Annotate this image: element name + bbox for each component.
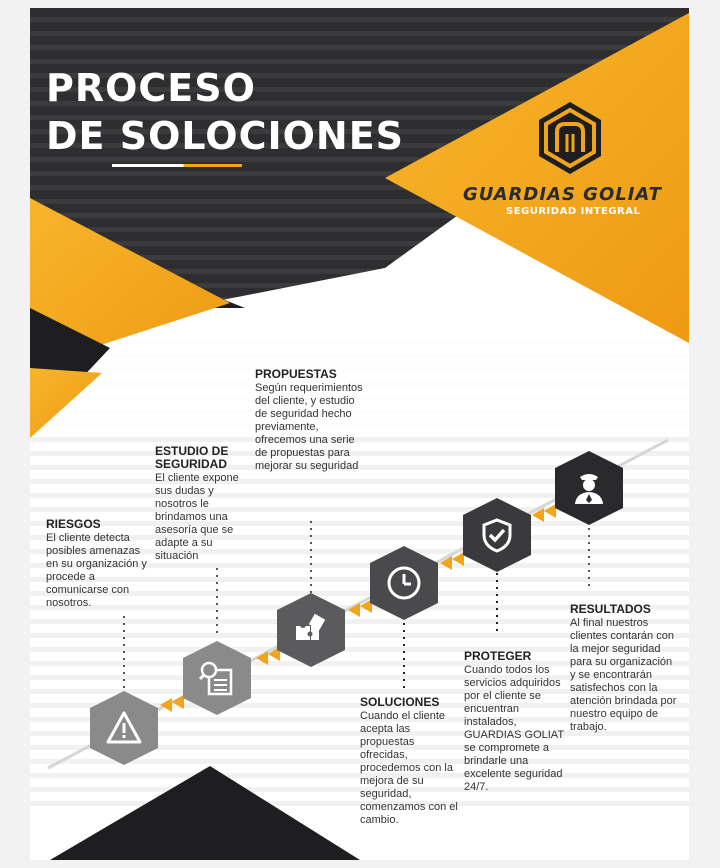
goliat-logo-icon: [535, 100, 605, 176]
step-proteger-title: PROTEGER: [464, 649, 532, 663]
page-title-line2: DE SOLOCIONES: [46, 114, 405, 158]
step-propuestas-title: PROPUESTAS: [255, 367, 337, 381]
infographic-page: [30, 8, 689, 860]
brand-tagline: SEGURIDAD INTEGRAL: [506, 206, 641, 217]
step-proteger-text: Cuando todos los servicios adquiridos por el cliente se encuentran instalados, GUARDIAS GOLIAT se compromete a brindarle una excelente seguridad 24/7.: [464, 664, 564, 793]
page-title-line1: PROCESO: [46, 66, 256, 110]
step-resultados-title: RESULTADOS: [570, 602, 651, 616]
step-riesgos-text: El cliente detecta posibles amenazas en su organización y procede a comunicarse con nosotros.: [46, 532, 147, 609]
puzzle-icon: [293, 612, 329, 648]
clock-icon: [386, 565, 422, 601]
warning-icon: [106, 710, 142, 746]
step-resultados-text: Al final nuestros clientes contarán con la mejor seguridad para su organización y se encontrarán satisfechos con la atención brindada por nuestro equipo de trabajo.: [570, 617, 677, 733]
step-estudio-title: ESTUDIO DE SEGURIDAD: [155, 444, 229, 471]
step-propuestas-text: Según requerimientos del cliente, y estudio de seguridad hecho previamente, ofrecemos una serie de propuestas para mejorar su seguridad: [255, 382, 363, 472]
shield-check-icon: [479, 517, 515, 553]
step-soluciones-title: SOLUCIONES: [360, 695, 440, 709]
brand-name: GUARDIAS GOLIAT: [463, 184, 662, 205]
step-estudio-text: El cliente expone sus dudas y nosotros le brindamos una asesoría que se adapte a su situación: [155, 472, 239, 562]
step-soluciones-text: Cuando el cliente acepta las propuestas ofrecidas, procedemos con la mejora de su seguridad, comenzamos con el cambio.: [360, 710, 458, 826]
document-search-icon: [199, 660, 235, 696]
title-underline: [112, 164, 242, 167]
step-riesgos-title: RIESGOS: [46, 517, 101, 531]
guard-icon: [571, 469, 607, 505]
